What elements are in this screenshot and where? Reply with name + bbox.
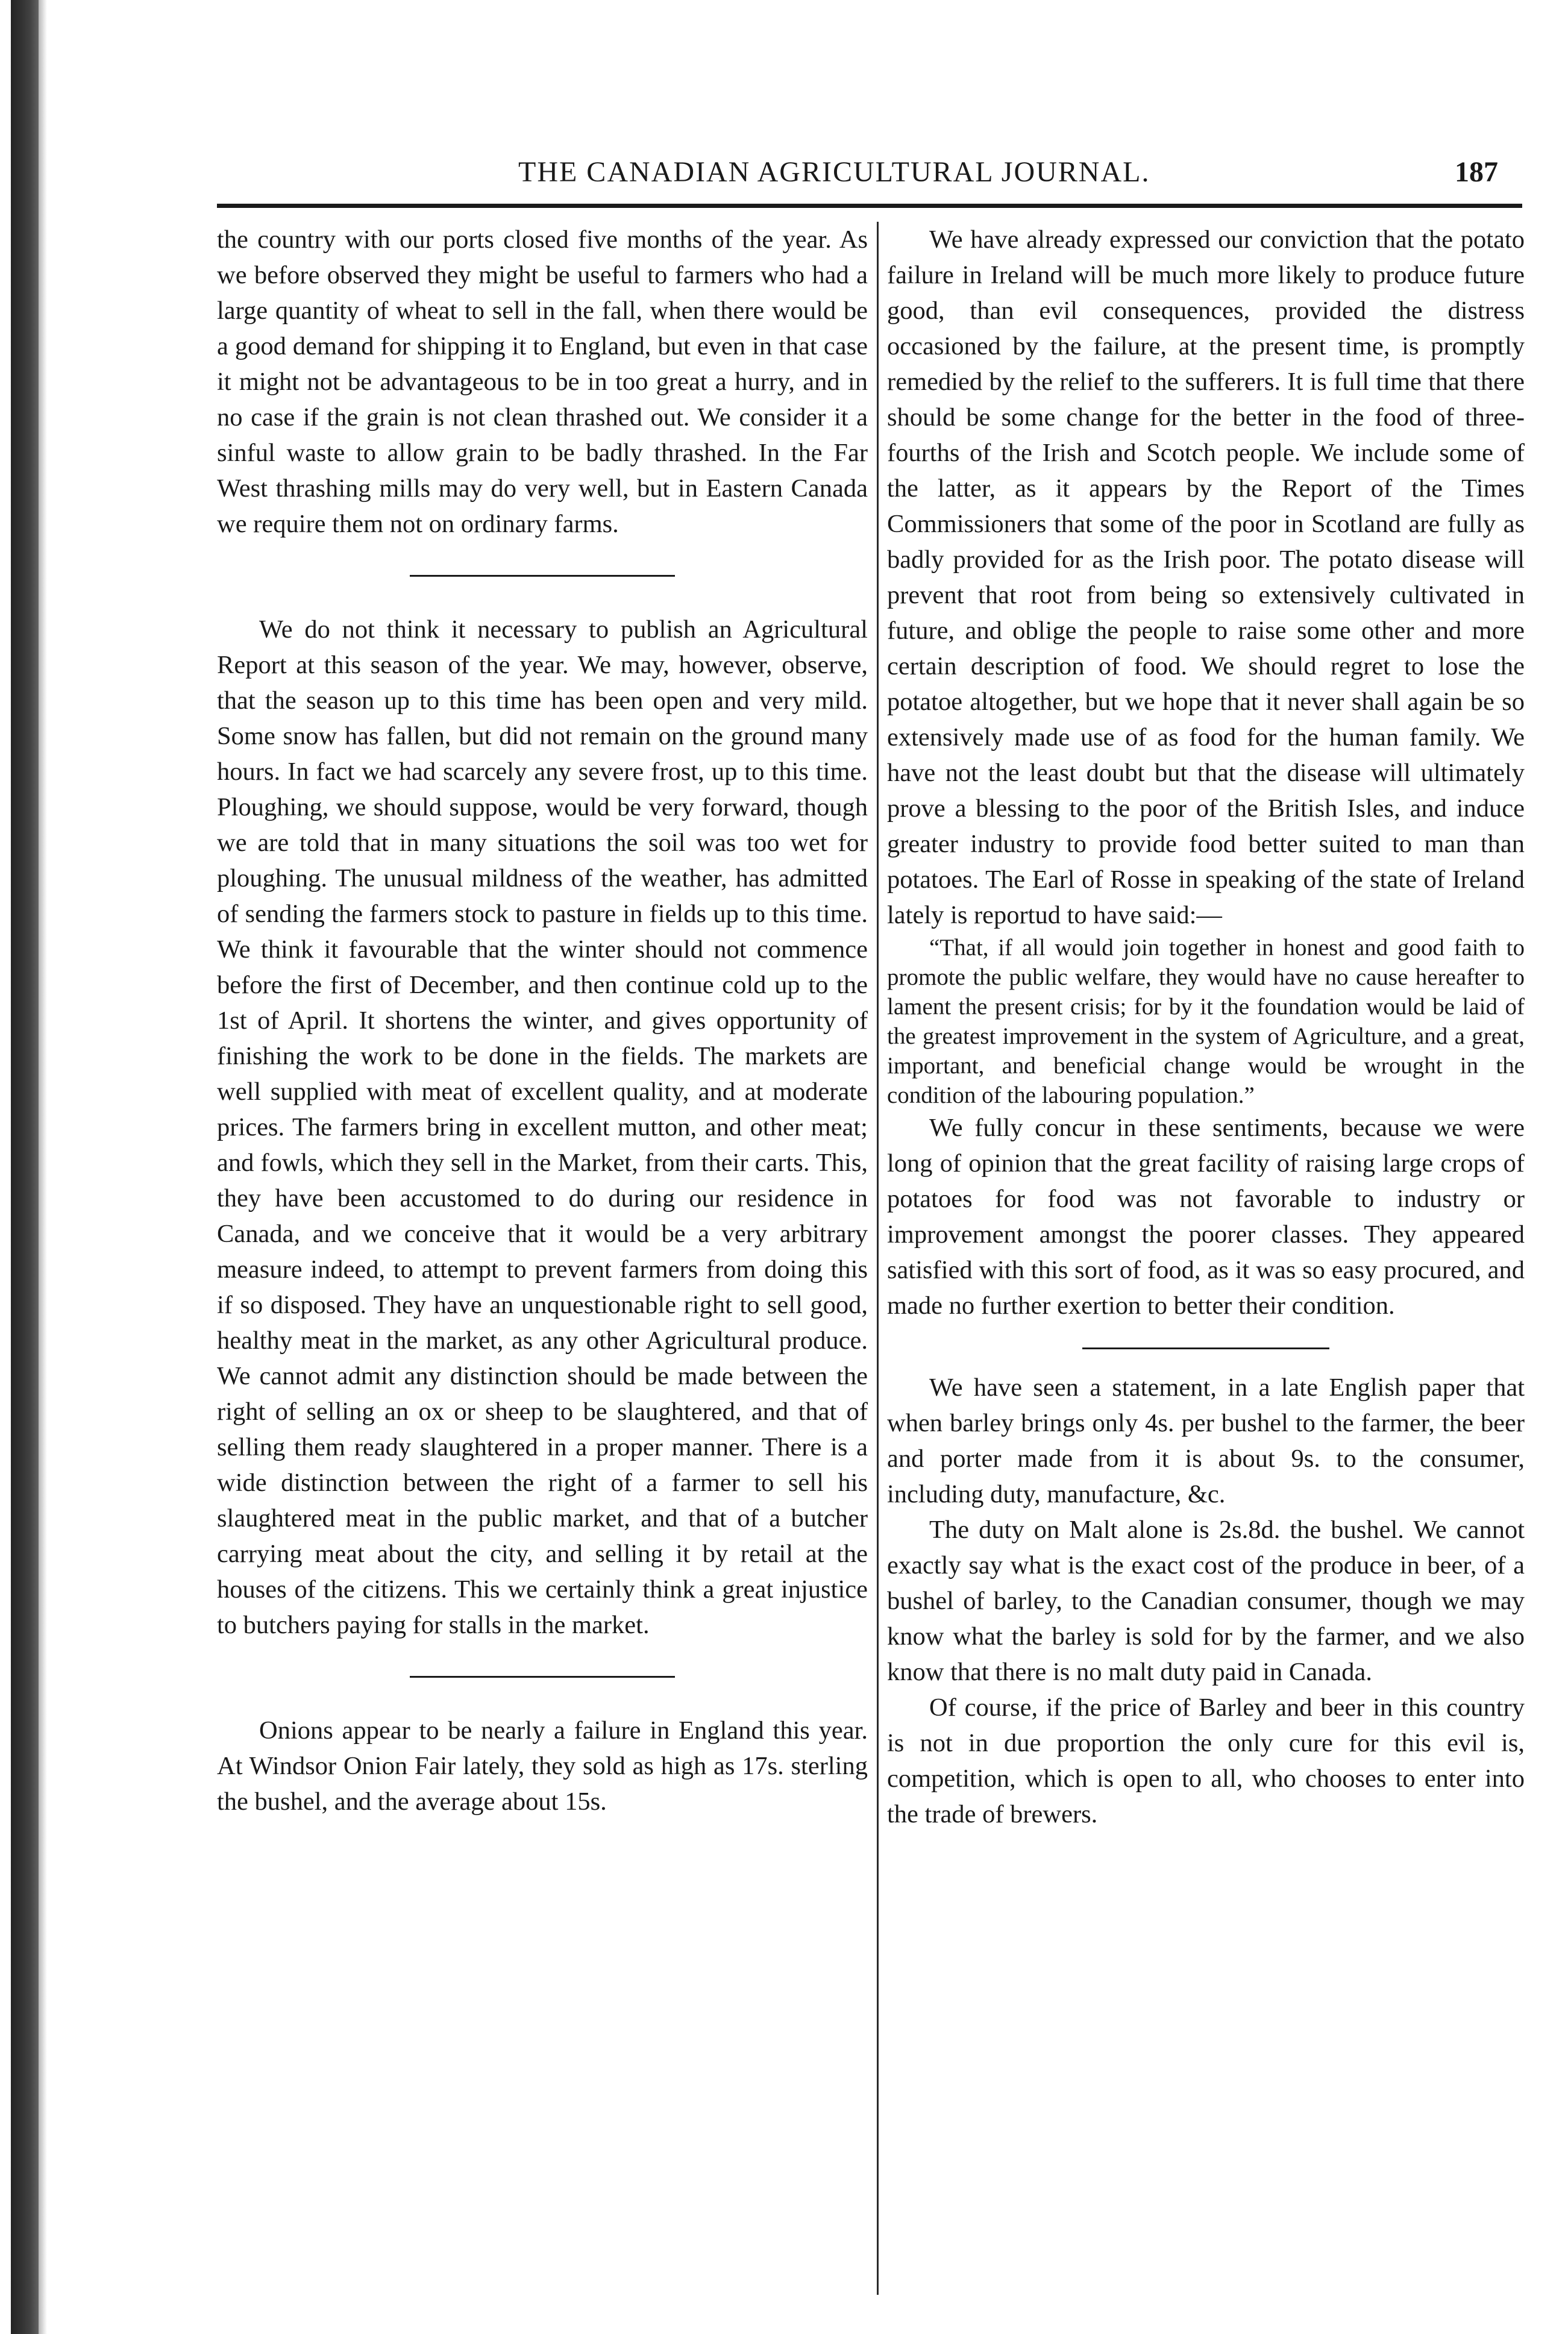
article-paragraph: We have seen a statement, in a late English paper that when barley brings only 4s. per bushel to the farmer, the beer and porter made from it is about 9s. to the consumer, including duty, manufacture, &c. bbox=[887, 1373, 1525, 1508]
article-paragraph: Onions appear to be nearly a failure in England this year. At Windsor Onion Fair lately, they sold as high as 17s. sterling the bushel, and the average about 15s. bbox=[217, 1716, 868, 1816]
left-column bbox=[217, 222, 868, 1819]
section-divider bbox=[410, 1676, 675, 1678]
page-header bbox=[217, 155, 1522, 204]
binding-edge bbox=[11, 0, 39, 2334]
section-divider bbox=[1082, 1347, 1329, 1349]
header-rule bbox=[217, 204, 1522, 208]
page-number: 187 bbox=[1455, 156, 1498, 188]
running-title: THE CANADIAN AGRICULTURAL JOURNAL. bbox=[518, 156, 1150, 188]
article-paragraph: We fully concur in these sentiments, because we were long of opinion that the great facility of raising large crops of potatoes for food was not favorable to industry or improvement amongst the poorer classes. They appeared satisfied with this sort of food, as it was so easy procured, and made no further exertion to better their condition. bbox=[887, 1114, 1525, 1320]
article-paragraph: The duty on Malt alone is 2s.8d. the bushel. We cannot exactly say what is the exact cost of the produce in beer, of a bushel of barley, to the Canadian consumer, though we may know what the barley is sold for by the farmer, and we also know that there is no malt duty paid in Canada. bbox=[887, 1516, 1525, 1686]
block-quote: “That, if all would join together in honest and good faith to promote the public welfare, they would have no cause hereafter to lament the present crisis; for by it the foundation would be laid of the greatest improvement in the system of Agriculture, and a great, important, and beneficial change would be wrought in the condition of the labouring population.” bbox=[887, 935, 1525, 1108]
article-paragraph: We do not think it necessary to publish an Agricultural Report at this season of the year. We may, however, observe, that the season up to this time has been open and very mild. Some snow has fallen, but did not remain on the ground many hours. In fact we had scarcely any severe frost, up to this time. Ploughing, we should suppose, would be very forward, though we are told that in many situations the soil was too wet for ploughing. The unusual mildness of the weather, has admitted of sending the farmers stock to pasture in fields up to this time. We think it favourable that the winter should not commence before the first of December, and then continue cold up to the 1st of April. It shortens the winter, and gives opportunity of finishing the work to be done in the fields. The markets are well supplied with meat of excellent quality, and at moderate prices. The farmers bring in excellent mutton, and other meat; and fowls, which they sell in the Market, from their carts. This, they have been accustomed to do during our residence in Canada, and we conceive that it would be a very arbitrary measure indeed, to attempt to prevent farmers from doing this if so disposed. They have an unquestionable right to sell good, healthy meat in the market, as any other Agricultural produce. We cannot admit any distinction should be made between the right of selling an ox or sheep to be slaughtered, and that of selling them ready slaughtered in a proper manner. There is a wide distinction between the right of a farmer to sell his slaughtered meat in the public market, and that of a butcher carrying meat about the city, and selling it by retail at the houses of the citizens. This we certainly think a great injustice to butchers paying for stalls in the market. bbox=[217, 615, 868, 1639]
right-column bbox=[887, 222, 1525, 1832]
section-divider bbox=[410, 575, 675, 577]
article-paragraph: Of course, if the price of Barley and beer in this country is not in due proportion the only cure for this evil is, competition, which is open to all, who chooses to enter into the trade of brewers. bbox=[887, 1693, 1525, 1828]
article-paragraph: the country with our ports closed five months of the year. As we before observed they might be useful to farmers who had a large quantity of wheat to sell in the fall, when there would be a good demand for shipping it to England, but even in that case it might not be advantageous to be in too great a hurry, and in no case if the grain is not clean thrashed out. We consider it a sinful waste to allow grain to be badly thrashed. In the Far West thrashing mills may do very well, but in Eastern Canada we require them not on ordinary farms. bbox=[217, 225, 868, 538]
column-divider bbox=[877, 222, 879, 2295]
article-paragraph: We have already expressed our conviction that the potato failure in Ireland will be much more likely to produce future good, than evil consequences, provided the distress occasioned by the failure, at the present time, is promptly remedied by the relief to the sufferers. It is full time that there should be some change for the better in the food of three-fourths of the Irish and Scotch people. We include some of the latter, as it appears by the Report of the Times Commissioners that some of the poor in Scotland are fully as badly provided for as the Irish poor. The potato disease will prevent that root from being so extensively cultivated in future, and oblige the people to raise some other and more certain description of food. We should regret to lose the potatoe altogether, but we hope that it never shall again be so extensively made use of as food for the human family. We have not the least doubt but that the disease will ultimately prove a blessing to the poor of the British Isles, and induce greater industry to provide food better suited to man than potatoes. The Earl of Rosse in speaking of the state of Ireland lately is reportud to have said:— bbox=[887, 225, 1525, 929]
